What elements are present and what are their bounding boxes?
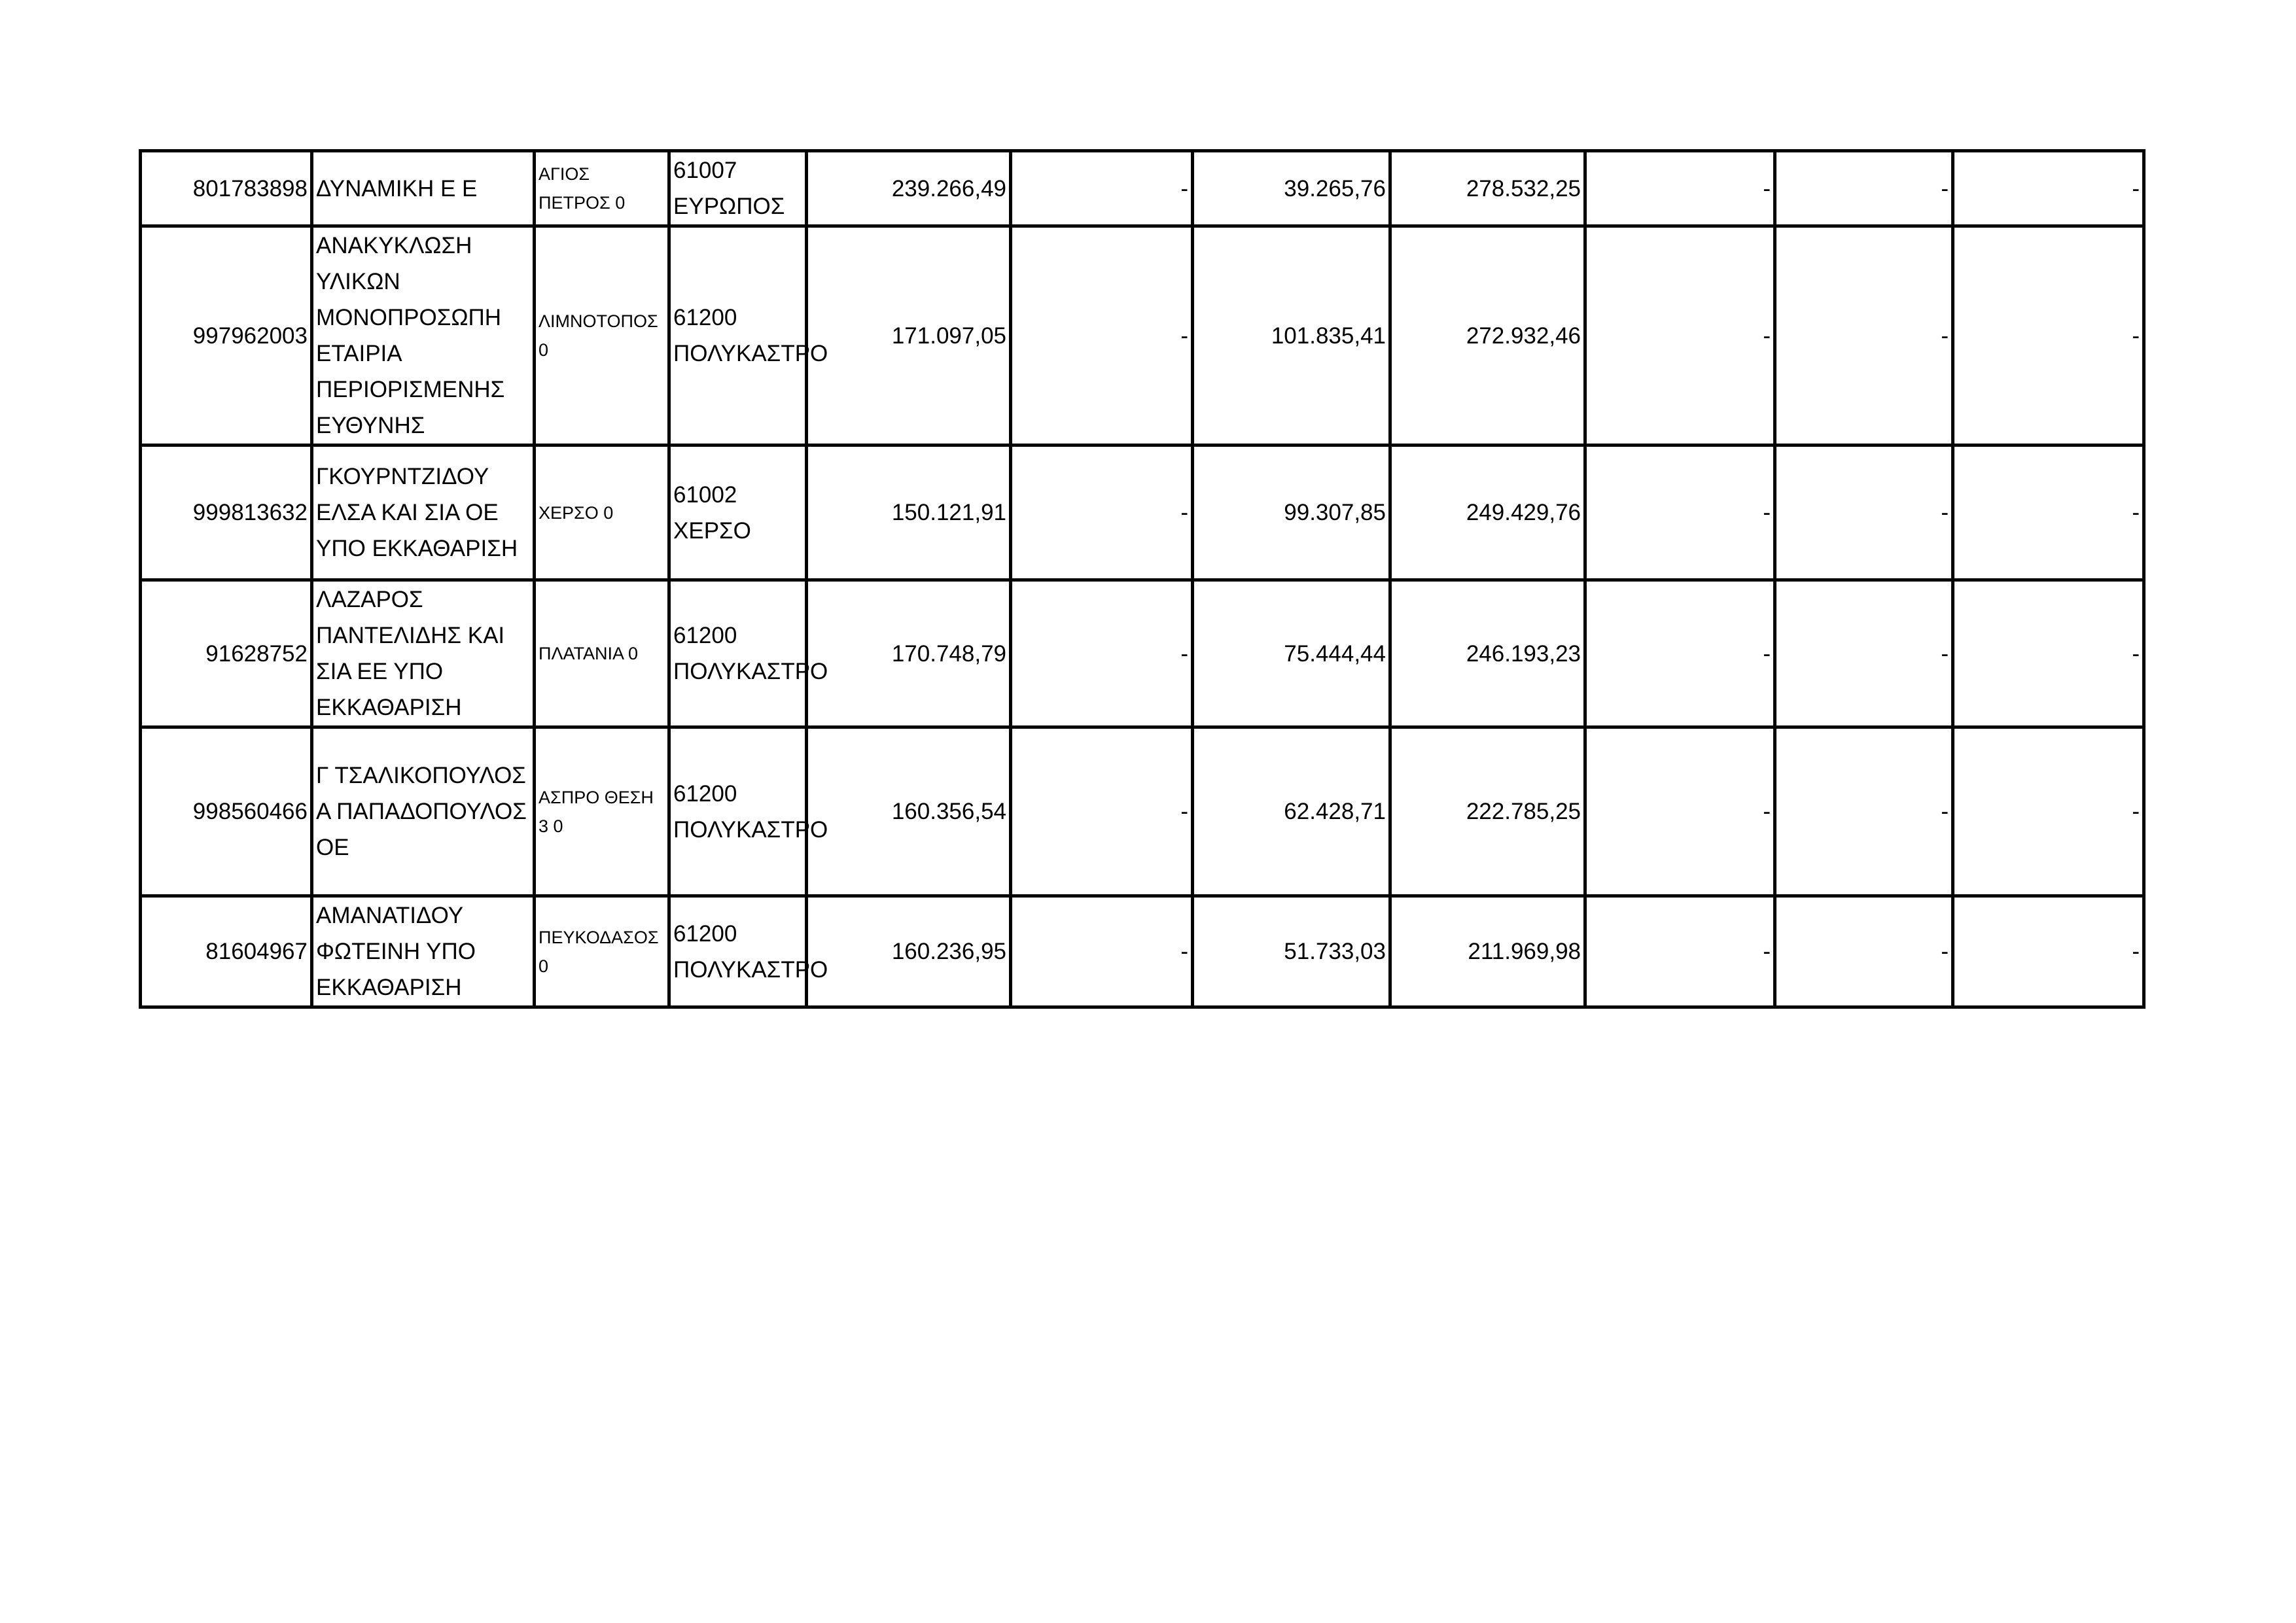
table-row	[141, 226, 2144, 445]
name-cell: ΓΚΟΥΡΝΤΖΙΔΟΥ ΕΛΣΑ ΚΑΙ ΣΙΑ ΟΕ ΥΠΟ ΕΚΚΑΘΑΡΙΣΗ	[312, 445, 535, 580]
area-cell: ΠΕΥΚΟΔΑΣΟΣ 0	[535, 896, 669, 1007]
total-cell: 246.193,23	[1390, 580, 1585, 727]
total-cell: 272.932,46	[1390, 226, 1585, 445]
table-row	[141, 580, 2144, 727]
col11-cell: -	[1953, 445, 2144, 580]
postal-cell: 61002 ΧΕΡΣΟ	[669, 445, 807, 580]
afm-cell: 91628752	[141, 580, 312, 727]
col11-cell: -	[1953, 896, 2144, 1007]
postal-cell: 61200 ΠΟΛΥΚΑΣΤΡΟ	[669, 896, 807, 1007]
name-cell: Γ ΤΣΑΛΙΚΟΠΟΥΛΟΣ Α ΠΑΠΑΔΟΠΟΥΛΟΣ ΟΕ	[312, 727, 535, 896]
amount1-cell: 170.748,79	[807, 580, 1011, 727]
amount1-cell: 171.097,05	[807, 226, 1011, 445]
col11-cell: -	[1953, 226, 2144, 445]
total-cell: 278.532,25	[1390, 151, 1585, 226]
amount1-cell: 150.121,91	[807, 445, 1011, 580]
col10-cell: -	[1775, 727, 1953, 896]
name-cell: ΔΥΝΑΜΙΚΗ Ε Ε	[312, 151, 535, 226]
postal-cell: 61200 ΠΟΛΥΚΑΣΤΡΟ	[669, 580, 807, 727]
postal-cell: 61200 ΠΟΛΥΚΑΣΤΡΟ	[669, 727, 807, 896]
table-row	[141, 445, 2144, 580]
amount1-cell: 160.356,54	[807, 727, 1011, 896]
col10-cell: -	[1775, 445, 1953, 580]
area-cell: ΧΕΡΣΟ 0	[535, 445, 669, 580]
table-row	[141, 727, 2144, 896]
col9-cell: -	[1585, 580, 1775, 727]
col9-cell: -	[1585, 151, 1775, 226]
amount2-cell: -	[1011, 727, 1193, 896]
amount2-cell: -	[1011, 896, 1193, 1007]
amount2-cell: -	[1011, 445, 1193, 580]
area-cell: ΑΣΠΡΟ ΘΕΣΗ 3 0	[535, 727, 669, 896]
amount3-cell: 101.835,41	[1193, 226, 1390, 445]
afm-cell: 801783898	[141, 151, 312, 226]
col10-cell: -	[1775, 896, 1953, 1007]
col10-cell: -	[1775, 226, 1953, 445]
total-cell: 222.785,25	[1390, 727, 1585, 896]
col9-cell: -	[1585, 727, 1775, 896]
name-cell: ΑΜΑΝΑΤΙΔΟΥ ΦΩΤΕΙΝΗ ΥΠΟ ΕΚΚΑΘΑΡΙΣΗ	[312, 896, 535, 1007]
afm-cell: 998560466	[141, 727, 312, 896]
data-table	[139, 149, 2146, 1009]
col11-cell: -	[1953, 580, 2144, 727]
afm-cell: 81604967	[141, 896, 312, 1007]
col9-cell: -	[1585, 445, 1775, 580]
col10-cell: -	[1775, 151, 1953, 226]
postal-cell: 61007 ΕΥΡΩΠΟΣ	[669, 151, 807, 226]
col9-cell: -	[1585, 896, 1775, 1007]
col9-cell: -	[1585, 226, 1775, 445]
name-cell: ΑΝΑΚΥΚΛΩΣΗ ΥΛΙΚΩΝ ΜΟΝΟΠΡΟΣΩΠΗ ΕΤΑΙΡΙΑ ΠΕΡΙΟΡΙΣΜΕΝΗΣ ΕΥΘΥΝΗΣ	[312, 226, 535, 445]
area-cell: ΑΓΙΟΣ ΠΕΤΡΟΣ 0	[535, 151, 669, 226]
area-cell: ΠΛΑΤΑΝΙΑ 0	[535, 580, 669, 727]
name-cell: ΛΑΖΑΡΟΣ ΠΑΝΤΕΛΙΔΗΣ ΚΑΙ ΣΙΑ ΕΕ ΥΠΟ ΕΚΚΑΘΑΡΙΣΗ	[312, 580, 535, 727]
table-row	[141, 896, 2144, 1007]
col11-cell: -	[1953, 727, 2144, 896]
afm-cell: 999813632	[141, 445, 312, 580]
total-cell: 211.969,98	[1390, 896, 1585, 1007]
amount2-cell: -	[1011, 580, 1193, 727]
amount2-cell: -	[1011, 226, 1193, 445]
amount1-cell: 160.236,95	[807, 896, 1011, 1007]
amount3-cell: 62.428,71	[1193, 727, 1390, 896]
total-cell: 249.429,76	[1390, 445, 1585, 580]
amount3-cell: 51.733,03	[1193, 896, 1390, 1007]
afm-cell: 997962003	[141, 226, 312, 445]
area-cell: ΛΙΜΝΟΤΟΠΟΣ 0	[535, 226, 669, 445]
amount1-cell: 239.266,49	[807, 151, 1011, 226]
amount2-cell: -	[1011, 151, 1193, 226]
col11-cell: -	[1953, 151, 2144, 226]
amount3-cell: 99.307,85	[1193, 445, 1390, 580]
col10-cell: -	[1775, 580, 1953, 727]
table-row	[141, 151, 2144, 226]
postal-cell: 61200 ΠΟΛΥΚΑΣΤΡΟ	[669, 226, 807, 445]
amount3-cell: 39.265,76	[1193, 151, 1390, 226]
amount3-cell: 75.444,44	[1193, 580, 1390, 727]
